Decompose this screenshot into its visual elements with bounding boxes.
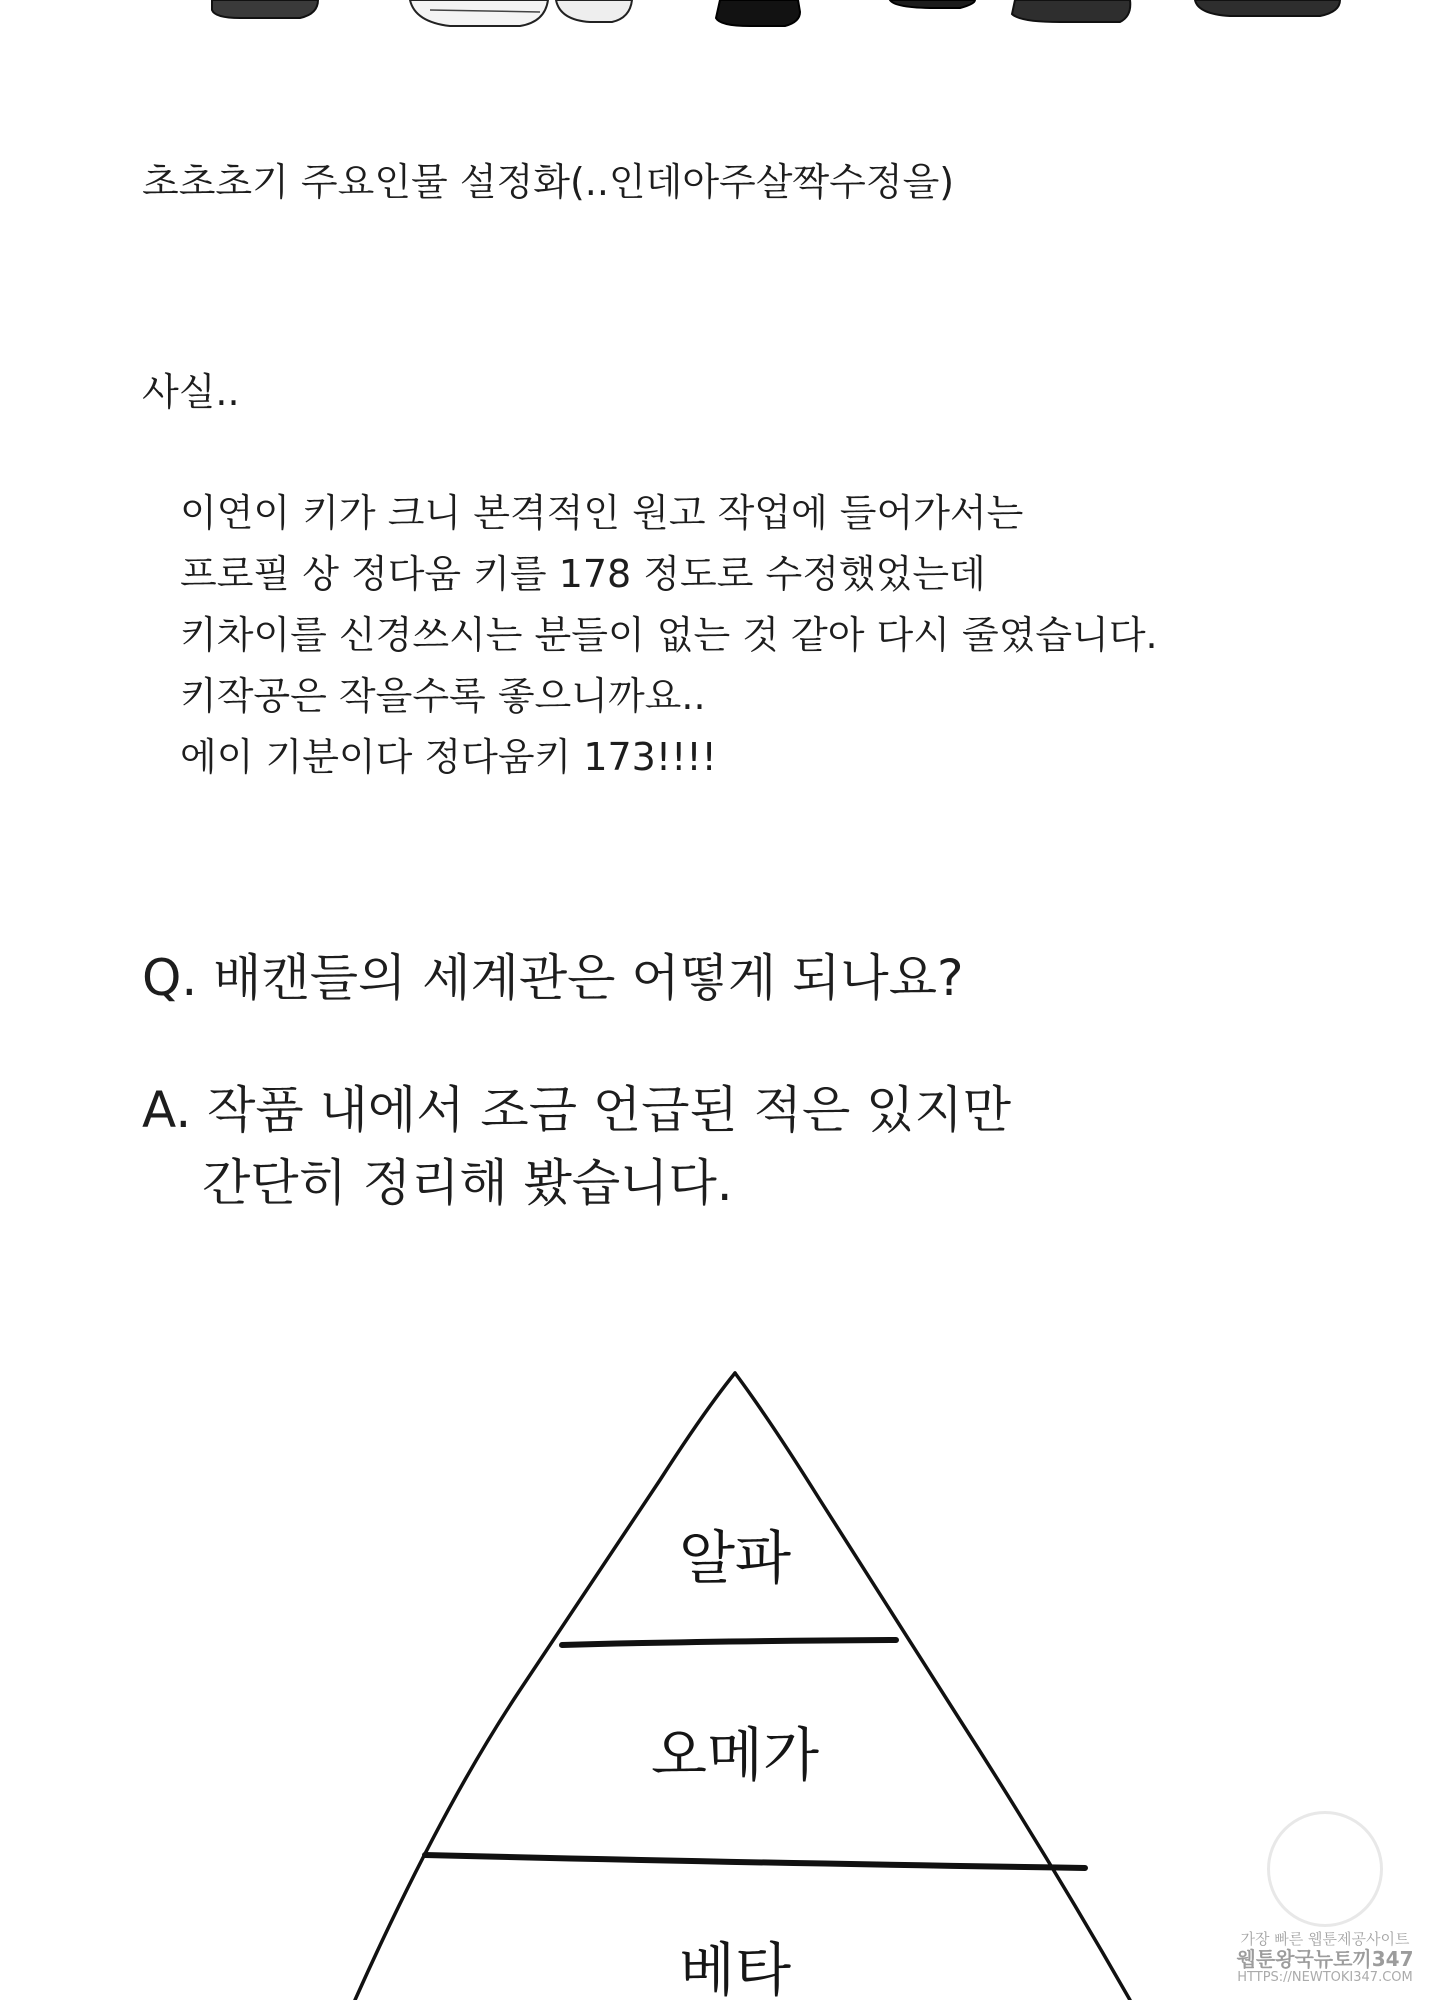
pyramid-right-edge	[735, 1373, 1130, 2000]
watermark-tagline: 가장 빠른 웹툰제공사이트	[1240, 1929, 1410, 1948]
question-text: Q. 배캔들의 세계관은 어떻게 되나요?	[142, 949, 964, 1007]
body-line: 키작공은 작을수록 좋으니까요..	[180, 674, 706, 718]
body-line: 키차이를 신경쓰시는 분들이 없는 것 같아 다시 줄였습니다.	[180, 613, 1158, 657]
answer-text-line2: 간단히 정리해 봤습니다.	[202, 1154, 733, 1212]
pyramid-divider-upper	[562, 1640, 896, 1645]
caption-text: 초초초기 주요인물 설정화(..인데아주살짝수정을)	[142, 160, 955, 204]
answer-text-line1: A. 작품 내에서 조금 언급된 적은 있지만	[142, 1081, 1012, 1139]
site-watermark	[1230, 1811, 1420, 1986]
hierarchy-pyramid-drawing	[0, 1350, 1440, 2000]
body-line: 에이 기분이다 정다움키 173!!!!	[180, 735, 717, 779]
pyramid-level-bottom: 베타	[678, 1936, 792, 2000]
body-text-block	[180, 483, 1158, 788]
pyramid-left-edge	[355, 1373, 735, 2000]
watermark-url: HTTPS://NEWTOKI347.COM	[1237, 1970, 1413, 1986]
pyramid-divider-lower	[425, 1855, 1085, 1868]
pyramid-level-middle: 오메가	[650, 1721, 820, 1789]
pyramid-level-top: 알파	[678, 1524, 792, 1592]
character-feet-artwork	[0, 0, 1440, 40]
body-line: 프로필 상 정다움 키를 178 정도로 수정했었는데	[180, 552, 986, 596]
watermark-sitename: 웹툰왕국뉴토끼347	[1236, 1947, 1414, 1972]
body-line: 이연이 키가 크니 본격적인 원고 작업에 들어가서는	[180, 491, 1024, 535]
watermark-mascot-icon	[1267, 1811, 1383, 1927]
intro-text: 사실..	[142, 370, 240, 414]
